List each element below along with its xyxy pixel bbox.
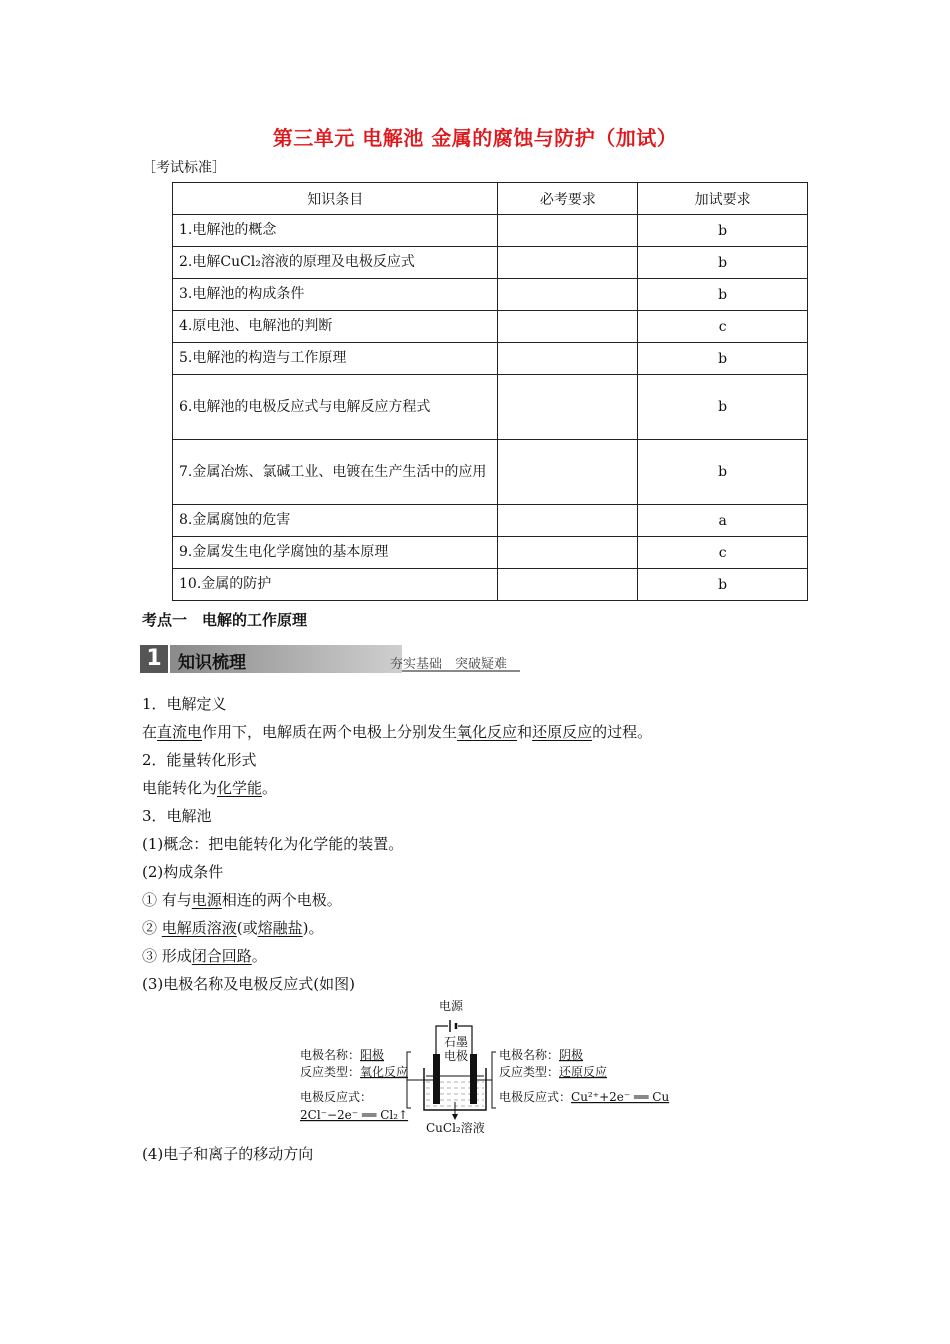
answer-blank: 化学能	[217, 779, 263, 797]
text: ②	[142, 919, 162, 937]
sec3-condition-3	[142, 945, 267, 966]
sec1-paragraph	[142, 721, 652, 742]
table-cell-item: 6.电解池的电极反应式与电解反应方程式	[173, 375, 498, 440]
right-name-value: 阴极	[559, 1048, 584, 1062]
answer-blank: 熔融盐	[257, 919, 303, 937]
table-cell-advanced: b	[638, 215, 808, 247]
banner-bar	[170, 645, 402, 673]
answer-blank: 氧化反应	[457, 723, 518, 741]
table-cell-advanced: c	[638, 537, 808, 569]
table-row	[173, 505, 808, 537]
svg-text:反应类型：还原反应	[499, 1064, 607, 1079]
text: )。	[302, 919, 324, 937]
table-cell-advanced: b	[638, 375, 808, 440]
table-cell-required	[498, 343, 638, 375]
header-required: 必考要求	[498, 183, 638, 215]
table-cell-advanced: b	[638, 279, 808, 311]
right-type-value: 还原反应	[559, 1065, 608, 1079]
table-cell-item: 4.原电池、电解池的判断	[173, 311, 498, 343]
left-type-label: 反应类型：	[300, 1065, 361, 1079]
banner-subtitle: 夯实基础 突破疑难	[390, 657, 508, 672]
table-cell-item: 8.金属腐蚀的危害	[173, 505, 498, 537]
table-row	[173, 247, 808, 279]
sec1-heading: 1．电解定义	[142, 695, 227, 713]
table-row	[173, 279, 808, 311]
table-cell-advanced: b	[638, 569, 808, 601]
text: 。	[251, 947, 267, 965]
table-cell-required	[498, 569, 638, 601]
table-cell-required	[498, 505, 638, 537]
answer-blank: 还原反应	[532, 723, 593, 741]
right-equation: Cu²⁺+2e⁻ ══ Cu	[571, 1090, 670, 1104]
left-name-label: 电极名称：	[300, 1048, 361, 1062]
solution-label: CuCl₂溶液	[426, 1121, 485, 1135]
graphite-label: 石墨	[444, 1035, 469, 1049]
text: 和	[517, 723, 533, 741]
table-row	[173, 215, 808, 247]
table-cell-item: 3.电解池的构成条件	[173, 279, 498, 311]
section-heading-kaodian: 考点一 电解的工作原理	[142, 611, 308, 629]
cathode-electrode	[470, 1054, 477, 1104]
right-name-label: 电极名称：	[499, 1048, 560, 1062]
text: ③ 形成	[142, 947, 192, 965]
sec3-conditions-heading: (2)构成条件	[142, 863, 224, 881]
sec3-condition-1	[142, 889, 342, 910]
svg-text:反应类型：氧化反应	[300, 1064, 408, 1079]
text: 相连的两个电极。	[221, 891, 342, 909]
table-cell-required	[498, 375, 638, 440]
sec3-condition-2	[142, 917, 324, 938]
table-cell-item: 9.金属发生电化学腐蚀的基本原理	[173, 537, 498, 569]
answer-blank: 闭合回路	[191, 947, 252, 965]
table-cell-required	[498, 311, 638, 343]
answer-blank: 电源	[191, 891, 222, 909]
svg-text:电极名称：阳极	[300, 1047, 384, 1062]
table-cell-advanced: b	[638, 343, 808, 375]
left-type-value: 氧化反应	[360, 1065, 409, 1079]
table-cell-required	[498, 440, 638, 505]
answer-blank: 电解质溶液	[161, 919, 237, 937]
right-bracket	[492, 1052, 496, 1108]
header-advanced: 加试要求	[638, 183, 808, 215]
right-eq-label: 电极反应式：	[499, 1090, 572, 1104]
text: 的过程。	[592, 723, 653, 741]
table-cell-item: 1.电解池的概念	[173, 215, 498, 247]
table-cell-item: 2.电解CuCl₂溶液的原理及电极反应式	[173, 247, 498, 279]
text: 作用下，电解质在两个电极上分别发生	[202, 723, 458, 741]
table-cell-advanced: a	[638, 505, 808, 537]
table-row	[173, 440, 808, 505]
left-eq-label: 电极反应式：	[300, 1090, 373, 1104]
text: 在	[142, 723, 158, 741]
electrolysis-diagram	[296, 996, 670, 1136]
knowledge-banner	[140, 645, 520, 673]
header-knowledge: 知识条目	[173, 183, 498, 215]
table-row	[173, 569, 808, 601]
table-cell-advanced: b	[638, 247, 808, 279]
table-cell-advanced: c	[638, 311, 808, 343]
answer-blank: 直流电	[157, 723, 203, 741]
anode-electrode	[433, 1054, 440, 1104]
table-row	[173, 311, 808, 343]
banner-number: 1	[140, 645, 168, 673]
banner-title: 知识梳理	[178, 653, 246, 673]
text: 电能转化为	[142, 779, 218, 797]
sec2-heading: 2．能量转化形式	[142, 751, 257, 769]
arrow-down-icon	[452, 1114, 458, 1120]
table-header-row	[173, 183, 808, 215]
right-type-label: 反应类型：	[499, 1065, 560, 1079]
table-cell-item: 7.金属冶炼、氯碱工业、电镀在生产生活中的应用	[173, 440, 498, 505]
svg-text:电极名称：阴极	[499, 1047, 583, 1062]
sec3-heading: 3．电解池	[142, 807, 212, 825]
left-name-value: 阳极	[360, 1048, 385, 1062]
table-cell-item: 10.金属的防护	[173, 569, 498, 601]
table-row	[173, 343, 808, 375]
page-title: 第三单元 电解池 金属的腐蚀与防护（加试）	[272, 126, 678, 150]
text: ① 有与	[142, 891, 192, 909]
table-row	[173, 375, 808, 440]
table-row	[173, 537, 808, 569]
svg-text:电极反应式：Cu²⁺+2e⁻ ══ Cu	[499, 1089, 669, 1104]
power-label: 电源	[439, 999, 464, 1013]
sec3-names-heading: (3)电极名称及电极反应式(如图)	[142, 975, 355, 993]
left-equation: 2Cl⁻−2e⁻ ══ Cl₂↑	[300, 1108, 409, 1122]
exam-standard-table	[172, 182, 808, 601]
text: (或	[236, 919, 258, 937]
sec3-concept: (1)概念：把电能转化为化学能的装置。	[142, 835, 404, 853]
sec3-movement-heading: (4)电子和离子的移动方向	[142, 1145, 314, 1163]
table-cell-required	[498, 247, 638, 279]
text: 。	[262, 779, 278, 797]
sec2-paragraph	[142, 777, 277, 798]
exam-standard-label: ［考试标准］	[142, 160, 226, 176]
graphite-label: 电极	[444, 1049, 469, 1063]
table-cell-required	[498, 537, 638, 569]
table-cell-advanced: b	[638, 440, 808, 505]
table-cell-required	[498, 215, 638, 247]
table-cell-required	[498, 279, 638, 311]
table-cell-item: 5.电解池的构造与工作原理	[173, 343, 498, 375]
